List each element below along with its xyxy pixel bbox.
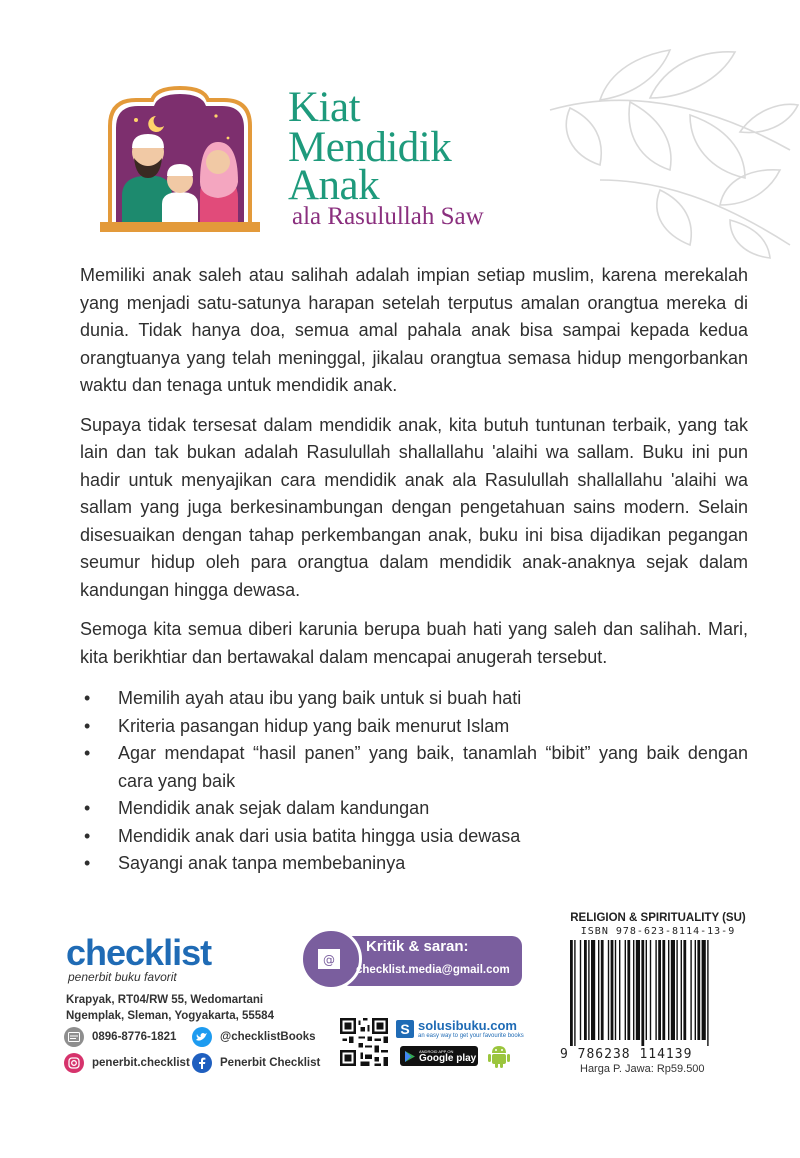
list-item: • Kriteria pasangan hidup yang baik menurut Islam — [80, 713, 748, 741]
twitter-contact: @checklistBooks — [192, 1027, 316, 1047]
title-line-1: Kiat — [288, 84, 361, 131]
price: Harga P. Jawa: Rp59.500 — [580, 1063, 705, 1075]
barcode-bar — [636, 940, 640, 1040]
twitter-icon — [192, 1027, 212, 1047]
barcode-bar — [615, 940, 616, 1040]
phone-contact: 0896-8776-1821 — [64, 1027, 176, 1047]
barcode-bar — [633, 940, 634, 1040]
barcode-bar — [650, 940, 651, 1040]
barcode-bar — [608, 940, 609, 1040]
publisher-address: Krapyak, RT04/RW 55, Wedomartani Ngemplak, Sleman, Yogyakarta, 55584 — [66, 994, 274, 1022]
barcode-bar — [619, 940, 620, 1040]
list-item: • Sayangi anak tanpa membebaninya — [80, 850, 748, 878]
publisher-logo — [66, 934, 211, 984]
android-icon — [488, 1044, 510, 1068]
family-praying-illustration — [96, 86, 264, 238]
barcode-bar — [681, 940, 682, 1040]
qr-code — [340, 1018, 388, 1066]
barcode-bar — [646, 940, 647, 1040]
list-item: • Memilih ayah atau ibu yang baik untuk si buah hati — [80, 685, 748, 713]
book-category: RELIGION & SPIRITUALITY (SU) — [570, 912, 746, 924]
subtitle: ala Rasulullah Saw — [292, 203, 484, 230]
title-line-2: Mendidik — [288, 124, 452, 171]
instagram-icon — [64, 1053, 84, 1073]
list-item: • Mendidik anak dari usia batita hingga usia dewasa — [80, 823, 748, 851]
barcode-bar — [658, 940, 661, 1040]
barcode-bar — [695, 940, 696, 1040]
barcode-bar — [668, 940, 669, 1040]
blurb — [80, 262, 748, 878]
barcode-bar — [574, 940, 575, 1046]
barcode-bar — [683, 940, 686, 1040]
barcode-bar — [676, 940, 677, 1040]
barcode-bar — [584, 940, 587, 1040]
feedback-box — [300, 928, 522, 990]
barcode-bar — [707, 940, 708, 1046]
message-icon — [64, 1027, 84, 1047]
list-item: • Agar mendapat “hasil panen” yang baik, tanamlah “bibit” yang baik dengan cara yang baik — [80, 740, 748, 795]
barcode-bar — [591, 940, 595, 1040]
barcode-bar — [627, 940, 630, 1040]
store-tagline: an easy way to get your favourite books — [418, 1033, 524, 1039]
barcode-bar — [625, 940, 626, 1040]
barcode-bar — [671, 940, 675, 1040]
paragraph-3: Semoga kita semua diberi karunia berupa buah hati yang saleh dan salihah. Mari, kita berikhtiar dan bertawakal dalam mencapai anugerah tersebut. — [80, 619, 748, 667]
feedback-email: checklist.media@gmail.com — [356, 964, 510, 976]
bullet-icon: • — [84, 798, 91, 818]
instagram-contact: penerbit.checklist — [64, 1053, 190, 1073]
barcode-digits: 9 786238 114139 — [560, 1047, 693, 1062]
bullet-icon: • — [84, 743, 91, 763]
google-play-badge: ANDROID APP ON Google play — [400, 1046, 478, 1066]
email-icon — [316, 945, 346, 973]
barcode-bar — [588, 940, 589, 1040]
title-line-3: Anak — [288, 162, 380, 209]
barcode-bar — [580, 940, 581, 1040]
barcode-bar — [690, 940, 691, 1040]
barcode-bar — [570, 940, 573, 1046]
barcode-bar — [702, 940, 706, 1040]
barcode-bar — [641, 940, 644, 1046]
bullet-icon: • — [84, 825, 91, 846]
bullet-icon: • — [84, 715, 91, 736]
leaf-decoration — [540, 30, 800, 260]
paragraph-2: Supaya tidak tersesat dalam mendidik anak, kita butuh tuntunan terbaik, yang tak lain dan tak bukan adalah Rasulullah shallallahu 'alaihi wa sallam. Buku ini pun hadir untuk menyajikan cara mendidik anak ala Rasulullah shallallahu 'alaihi wa sallam yang juga berkesinambungan dengan pengetahuan sains modern. Selain disesuaikan dengan tahap perkembangan anak, buku ini bisa dijadikan pegangan seumur hidup oleh para orangtua dalam mendidik anak-anaknya sejak dalam kandungan hingga dewasa. — [80, 414, 748, 600]
facebook-icon — [192, 1053, 212, 1073]
barcode-bar — [662, 940, 665, 1040]
barcode — [570, 940, 750, 1046]
feedback-title: Kritik & saran: — [366, 938, 469, 955]
barcode-bar — [611, 940, 614, 1040]
store-name: solusibuku.com — [418, 1018, 517, 1033]
facebook-contact: Penerbit Checklist — [192, 1053, 320, 1073]
store-letter-icon: S — [396, 1020, 414, 1038]
logo-wordmark: checklist — [66, 932, 212, 973]
barcode-bar — [601, 940, 604, 1040]
barcode-bar — [598, 940, 599, 1040]
bullet-icon: • — [84, 688, 91, 708]
isbn-label: ISBN 978-623-8114-13-9 — [580, 926, 736, 937]
logo-tagline: penerbit buku favorit — [68, 970, 177, 984]
barcode-bar — [655, 940, 656, 1040]
bullet-list — [80, 685, 748, 878]
play-icon — [405, 1051, 415, 1062]
list-item: • Mendidik anak sejak dalam kandungan — [80, 795, 748, 823]
bullet-icon: • — [84, 853, 91, 873]
paragraph-1: Memiliki anak saleh atau salihah adalah impian setiap muslim, karena merekalah yang menjadi satu-satunya harapan setelah terputus amalan orangtua mereka di dunia. Tidak hanya doa, semua amal pahala anak bisa sampai kepada kedua orangtuanya yang telah meninggal, jikalau orangtua semasa hidup mengorbankan waktu dan tenaga untuk mendidik anak. — [80, 265, 748, 395]
barcode-bar — [697, 940, 700, 1040]
svg-text:@: @ — [323, 953, 335, 967]
